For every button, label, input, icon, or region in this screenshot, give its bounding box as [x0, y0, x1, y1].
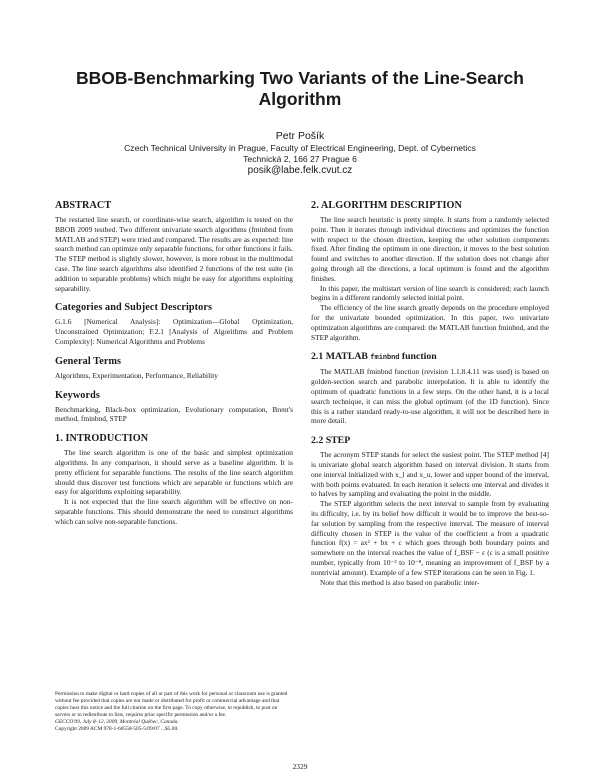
step-heading: 2.2 STEP	[311, 435, 351, 447]
author-affiliation: Czech Technical University in Prague, Faculty of Electrical Engineering, Dept. of Cybernetics	[124, 143, 476, 153]
author-address: Technická 2, 166 27 Prague 6	[243, 154, 357, 164]
paper-title: BBOB-Benchmarking Two Variants of the Line-Search Algorithm	[76, 68, 524, 109]
general-terms-text: Algorithms, Experimentation, Performance, Reliability	[55, 370, 218, 380]
left-column	[55, 200, 293, 527]
author-block	[40, 130, 560, 177]
abstract-heading: ABSTRACT	[55, 200, 112, 211]
keywords-text: Benchmarking, Black-box optimization, Evolutionary computation, Brent's method, fminbnd, STEP	[55, 404, 293, 424]
step-paragraph-1: The acronym STEP stands for select the easiest point. The STEP method [4] is univariate global search algorithm based on interval division. It starts from one interval initialized with x_l and x_u, lower and upper bound of the interval, with both points evaluated. In each iteration it selects one interval and divides it to halves by sampling and evaluating the point in the middle.	[311, 450, 549, 499]
matlab-heading-code: fminbnd	[370, 354, 400, 363]
matlab-heading-suffix: function	[401, 351, 437, 363]
categories-heading: Categories and Subject Descriptors	[55, 302, 213, 314]
permission-text: Permission to make digital or hard copies of all or part of this work for personal or classroom use is granted without fee provided that copies are not made or distributed for profit or commercial advantage and that copies bear this notice and the full citation on the first page. To copy otherwise, to republish, to post on servers or to redistribute to lists, requires prior specific permission and/or a fee.	[55, 691, 288, 718]
copyright-line: Copyright 2009 ACM 978-1-60558-505-5/09/07 ...$5.00.	[55, 725, 179, 732]
keywords-heading: Keywords	[55, 389, 100, 401]
algorithm-paragraph-2: In this paper, the multistart version of line search is considered; each launch begins in a different randomly selected initial point.	[311, 283, 549, 303]
algorithm-heading: 2. ALGORITHM DESCRIPTION	[311, 200, 462, 211]
matlab-heading	[311, 351, 549, 364]
author-name: Petr Pošík	[275, 130, 325, 142]
general-terms-heading: General Terms	[55, 355, 122, 367]
matlab-heading-prefix: 2.1 MATLAB	[311, 351, 368, 363]
abstract-text: The restarted line search, or coordinate-wise search, algorithm is tested on the BBOB 2009 testbed. Two different univariate search algorithms (fminbnd from MATLAB and STEP) were tried and compared. The results are as expected: line search method can optimize only separable functions, for other functions it fails. The STEP method is slightly slower, however, is more robust in the multimodal case. The line search algorithms also identified 2 functions of the test suite (in addition to separable problems) which might be easy for algorithms exploiting separability.	[55, 215, 293, 293]
right-column	[311, 200, 549, 587]
page-number: 2329	[292, 762, 308, 771]
matlab-text: The MATLAB fminbnd function (revision 1.1.8.4.11 was used) is based on golden-section search and parabolic interpolation. It is able to identify the optimum of quadratic functions in a few steps. On the other hand, it is a local search technique, it can miss the global optimum (of the 1D function). Since this is a rather standard ready-to-use algorithm, it will not be described here in more detail.	[311, 367, 549, 426]
introduction-paragraph-1: The line search algorithm is one of the basic and simplest optimization algorithms. In any comparison, it should serve as a baseline algorithm. It is pretty efficient for separable functions. The results of the line search algorithm should thus discover test functions which are separable or functions which are easy for algorithms exploiting separability.	[55, 448, 293, 497]
introduction-heading: 1. INTRODUCTION	[55, 433, 149, 445]
introduction-paragraph-2: It is not expected that the line search algorithm will be effective on non-separable functions. This should demonstrate the need to construct algorithms which can solve non-separable functions.	[55, 497, 293, 526]
algorithm-paragraph-3: The efficiency of the line search greatly depends on the procedure employed for the univariate bounded optimization. In this paper, two univariate optimization algorithms are compared: the MATLAB function fminbnd, and the STEP algorithm.	[311, 303, 549, 342]
author-email: posik@labe.felk.cvut.cz	[247, 165, 353, 176]
permission-notice	[55, 691, 293, 732]
step-paragraph-2: The STEP algorithm selects the next interval to sample from by evaluating its difficulty, i.e. by its belief how difficult it would be to improve the best-so-far solution by sampling from the respective interval. The measure of interval difficulty chosen in STEP is the value of the coefficient a from a quadratic function f(x) = ax² + bx + c which goes through both boundary points and somewhere on the interval reaches the value of f_BSF − ε (ε is a small positive number, typically from 10⁻³ to 10⁻⁸, meaning an improvement of f_BSF by a nontrivial amount). Example of a few STEP iterations can be seen in Fig. 1.	[311, 499, 549, 577]
step-paragraph-3: Note that this method is also based on parabolic inter-	[320, 577, 480, 587]
categories-text: G.1.6 [Numerical Analysis]: Optimization—Global Optimization, Unconstrained Optimization; F.2.1 [Analysis of Algorithms and Problem Complexity]: Numerical Algorithms and Problems	[55, 317, 293, 346]
conference-line: GECCO'09, July 8–12, 2009, Montréal Québec, Canada.	[55, 718, 179, 725]
algorithm-paragraph-1: The line search heuristic is pretty simple. It starts from a randomly selected point. Then it iterates through individual directions and optimizes the function with respect to the chosen direction, keeping the other solution components fixed. After finding the optimum in one direction, it moves to the best solution found and switches to another direction. If the solution does not change after going through all the directions, a local optimum is found and the algorithm finishes.	[311, 215, 549, 283]
